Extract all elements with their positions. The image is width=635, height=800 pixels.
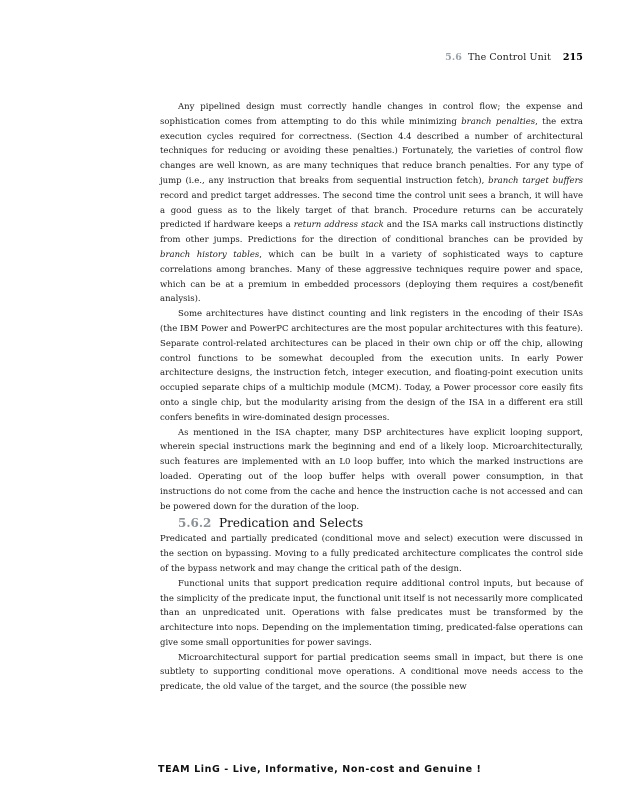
- paragraph-predication-intro: Predicated and partially predicated (conditional move and select) execution were discussed in the section on bypassing. Moving to a fully predicated architecture complicates the control side of the bypass network and may change the critical path of the design.: [160, 534, 583, 574]
- paragraph-partial-predication: Microarchitectural support for partial predication seems small in impact, but there is one subtlety to supporting conditional move operations. A conditional move needs access to the predicate, the old value of the target, and the source (the possible new: [160, 652, 583, 693]
- subsection-heading: [160, 514, 583, 532]
- term-branch-target-buffers: branch target buffers: [488, 175, 583, 186]
- term-branch-penalties: branch penalties: [461, 116, 536, 127]
- para1-text-e: , which can be built in a variety of sophisticated ways to capture correlations among branches. Many of these aggressive techniques require power and space, which can be at a premium in embedded processors (deploying them requires a cost/benefit analysis).: [160, 249, 583, 305]
- para2-text: Some architectures have distinct counting and link registers in the encoding of their ISAs (the IBM Power and PowerPC architectures are the most popular architectures with this feature). Separate control-related architectures can be placed in their own chip or off the chip, allowing control functions to be somewhat decoupled from the execution units. In early Power architecture designs, the instruction fetch, integer execution, and floating-point execution units occupied separate chips of a multichip module (MCM). Today, a Power processor core easily fits onto a single chip, but the modularity arising from the design of the ISA in a different era still confers benefits in wire-dominated design processes.: [160, 309, 583, 423]
- paragraph-dsp-looping: [160, 426, 583, 515]
- subsection-number: 5.6.2: [178, 516, 212, 531]
- body-text: [160, 100, 583, 695]
- para1-text-d: and the ISA marks call instructions distinctly from other jumps. Predictions for the direction of conditional branches can be provided by: [160, 220, 584, 246]
- footer-banner: TEAM LinG - Live, Informative, Non-cost and Genuine !: [158, 764, 482, 775]
- para1-text-c: record and predict target addresses. The second time the control unit sees a branch, it will have a good guess as to the likely target of that branch. Procedure returns can be accurately predicted if hardware keeps a: [160, 190, 583, 231]
- header-section-title: The Control Unit: [467, 52, 551, 63]
- running-header: [445, 52, 583, 63]
- term-return-address-stack: return address stack: [293, 220, 384, 231]
- para3-text: As mentioned in the ISA chapter, many DSP architectures have explicit looping support, wherein special instructions mark the beginning and end of a likely loop. Microarchitecturally, such features are implemented with an L0 loop buffer, into which the marked instructions are loaded. Operating out of the loop buffer helps with overall power consumption, in that instructions do not come from the cache and hence the instruction cache is not accessed and can be powered down for the duration of the loop.: [160, 427, 583, 512]
- term-branch-history-tables: branch history tables: [160, 249, 260, 260]
- subsection-title: Predication and Selects: [219, 516, 364, 531]
- para1-text-b: , the extra execution cycles required for correctness. (Section 4.4 described a number of architectural techniques for reducing or avoiding these penalties.) Fortunately, the varieties of control flow changes are well known, as are many techniques that reduce branch penalties. For any type of jump (i.e., any instruction that breaks from sequential instruction fetch),: [160, 116, 583, 186]
- paragraph-link-registers: [160, 307, 583, 425]
- paragraph-functional-units: Functional units that support predication require additional control inputs, but because of the simplicity of the predicate input, the functional unit itself is not necessarily more complicated than an unpredicated unit. Operations with false predicates must be transformed by the architecture into nops. Depending on the implementation timing, predicated-false operations can give some small opportunities for power savings.: [160, 578, 583, 648]
- paragraph-branch-penalties: [160, 100, 583, 307]
- para1-text-a: Any pipelined design must correctly handle changes in control flow; the expense and sophistication comes from attempting to do this while minimizing: [160, 102, 583, 127]
- page-number: 215: [562, 52, 583, 63]
- header-section-number: 5.6: [445, 52, 462, 63]
